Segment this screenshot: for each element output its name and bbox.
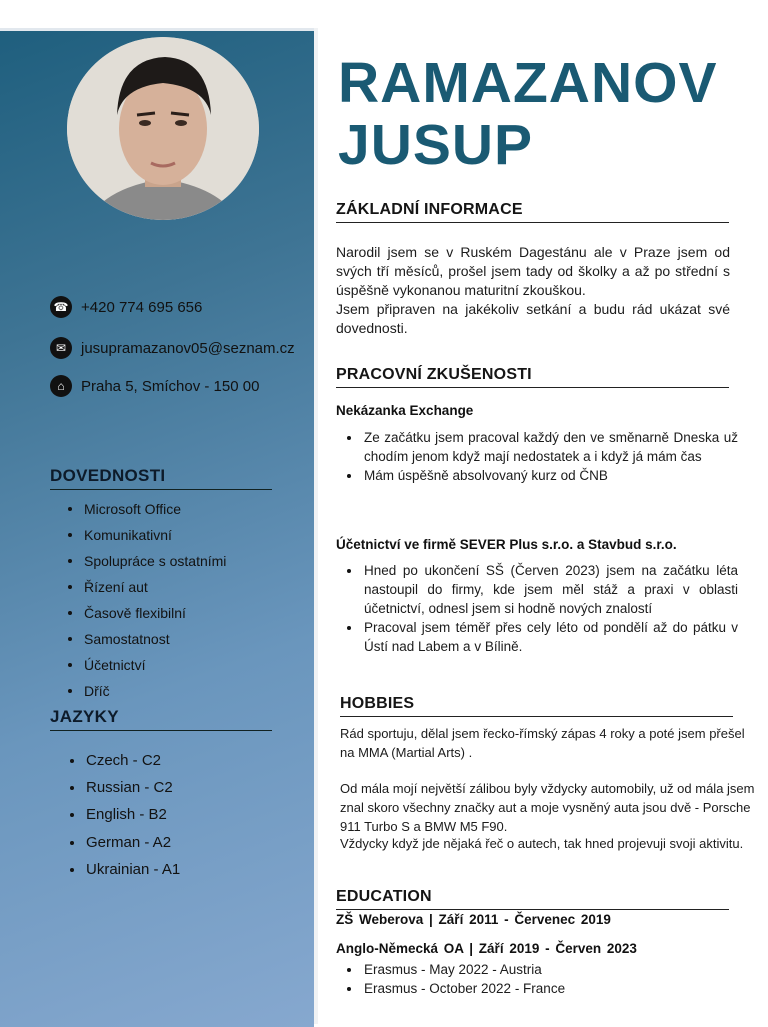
experience-heading: PRACOVNÍ ZKUŠENOSTI: [336, 366, 729, 388]
phone-icon: ☎: [50, 296, 72, 318]
list-item: Hned po ukončení SŠ (Červen 2023) jsem na začátku léta nastoupil do firmy, kde jsem měl stáž a praxi v oblasti účetnictví, odnesl jsem si hodně nových znalostí: [364, 563, 738, 616]
home-icon: ⌂: [50, 375, 72, 397]
education-list: [336, 960, 738, 998]
envelope-icon: ✉: [50, 337, 72, 359]
top-margin: [0, 0, 768, 28]
job-2-list: [336, 561, 738, 656]
job-title-1: Nekázanka Exchange: [336, 403, 474, 418]
hobbies-text-2: Od mála mojí největší zálibou byly vždycky automobily, už od mála jsem znal skoro všechny značky aut a moje vysněný auta jsou dvě - Porsche 911 Turbo S a BMW M5 F90.: [340, 781, 755, 834]
list-item: Komunikativní: [84, 522, 226, 548]
list-item: Časově flexibilní: [84, 600, 226, 626]
contact-email: [50, 337, 295, 359]
list-item: German - A2: [86, 829, 180, 856]
list-item: Samostatnost: [84, 626, 226, 652]
contact-address: [50, 375, 259, 397]
hobbies-heading: HOBBIES: [340, 695, 733, 717]
education-heading: EDUCATION: [336, 888, 729, 910]
sidebar-divider: [314, 28, 318, 1024]
list-item: Ze začátku jsem pracoval každý den ve směnarně Dneska už chodím jenom když mají nedostatek a i když já mám čas: [364, 430, 738, 464]
list-item: English - B2: [86, 801, 180, 828]
list-item: Erasmus - October 2022 - France: [364, 979, 738, 998]
list-item: Řízení aut: [84, 574, 226, 600]
list-item: Pracoval jsem téměř přes cely léto od pondělí až do pátku v Ústí nad Labem a v Bílině.: [364, 620, 738, 654]
name-line-2: JUSUP: [338, 113, 534, 177]
list-item: Ukrainian - A1: [86, 856, 180, 883]
phone-text: +420 774 695 656: [81, 298, 203, 316]
name-line-1: RAMAZANOV: [338, 51, 718, 115]
skills-heading: DOVEDNOSTI: [50, 466, 272, 490]
list-item: Czech - C2: [86, 747, 180, 774]
hobbies-text-1: Rád sportuju, dělal jsem řecko-římský zápas 4 roky a poté jsem přešel na MMA (Martial Arts) .: [340, 726, 745, 760]
job-title-2: Účetnictví ve firmě SEVER Plus s.r.o. a Stavbud s.r.o.: [336, 537, 677, 552]
email-text[interactable]: jusupramazanov05@seznam.cz: [81, 339, 295, 357]
languages-list: [50, 747, 180, 883]
school-2: Anglo-Německá OA | Září 2019 - Červen 2023: [336, 941, 637, 956]
list-item: Erasmus - May 2022 - Austria: [364, 960, 738, 979]
basic-info-heading: ZÁKLADNÍ INFORMACE: [336, 201, 729, 223]
basic-info-text-1: Narodil jsem se v Ruském Dagestánu ale v Praze jsem od svých tří měsíců, prošel jsem tady od školky a až po střední s úspěšně vykonanou maturitní zkouškou.: [336, 244, 730, 298]
list-item: Russian - C2: [86, 774, 180, 801]
list-item: Účetnictví: [84, 652, 226, 678]
school-1: ZŠ Weberova | Září 2011 - Červenec 2019: [336, 912, 611, 927]
job-1-list: [336, 428, 738, 485]
hobbies-text-3: Vždycky když jde nějaká řeč o autech, tak hned projevuji svoji aktivitu.: [340, 836, 744, 851]
profile-photo: [67, 37, 259, 220]
languages-heading: JAZYKY: [50, 707, 272, 731]
list-item: Mám úspěšně absolvovaný kurz od ČNB: [364, 466, 738, 485]
address-text: Praha 5, Smíchov - 150 00: [81, 377, 260, 395]
list-item: Dříč: [84, 678, 226, 704]
contact-phone: [50, 296, 202, 318]
skills-list: [50, 496, 226, 704]
list-item: Spolupráce s ostatními: [84, 548, 226, 574]
basic-info-text-2: Jsem připraven na jakékoliv setkání a budu rád ukázat své dovednosti.: [336, 301, 730, 336]
list-item: Microsoft Office: [84, 496, 226, 522]
